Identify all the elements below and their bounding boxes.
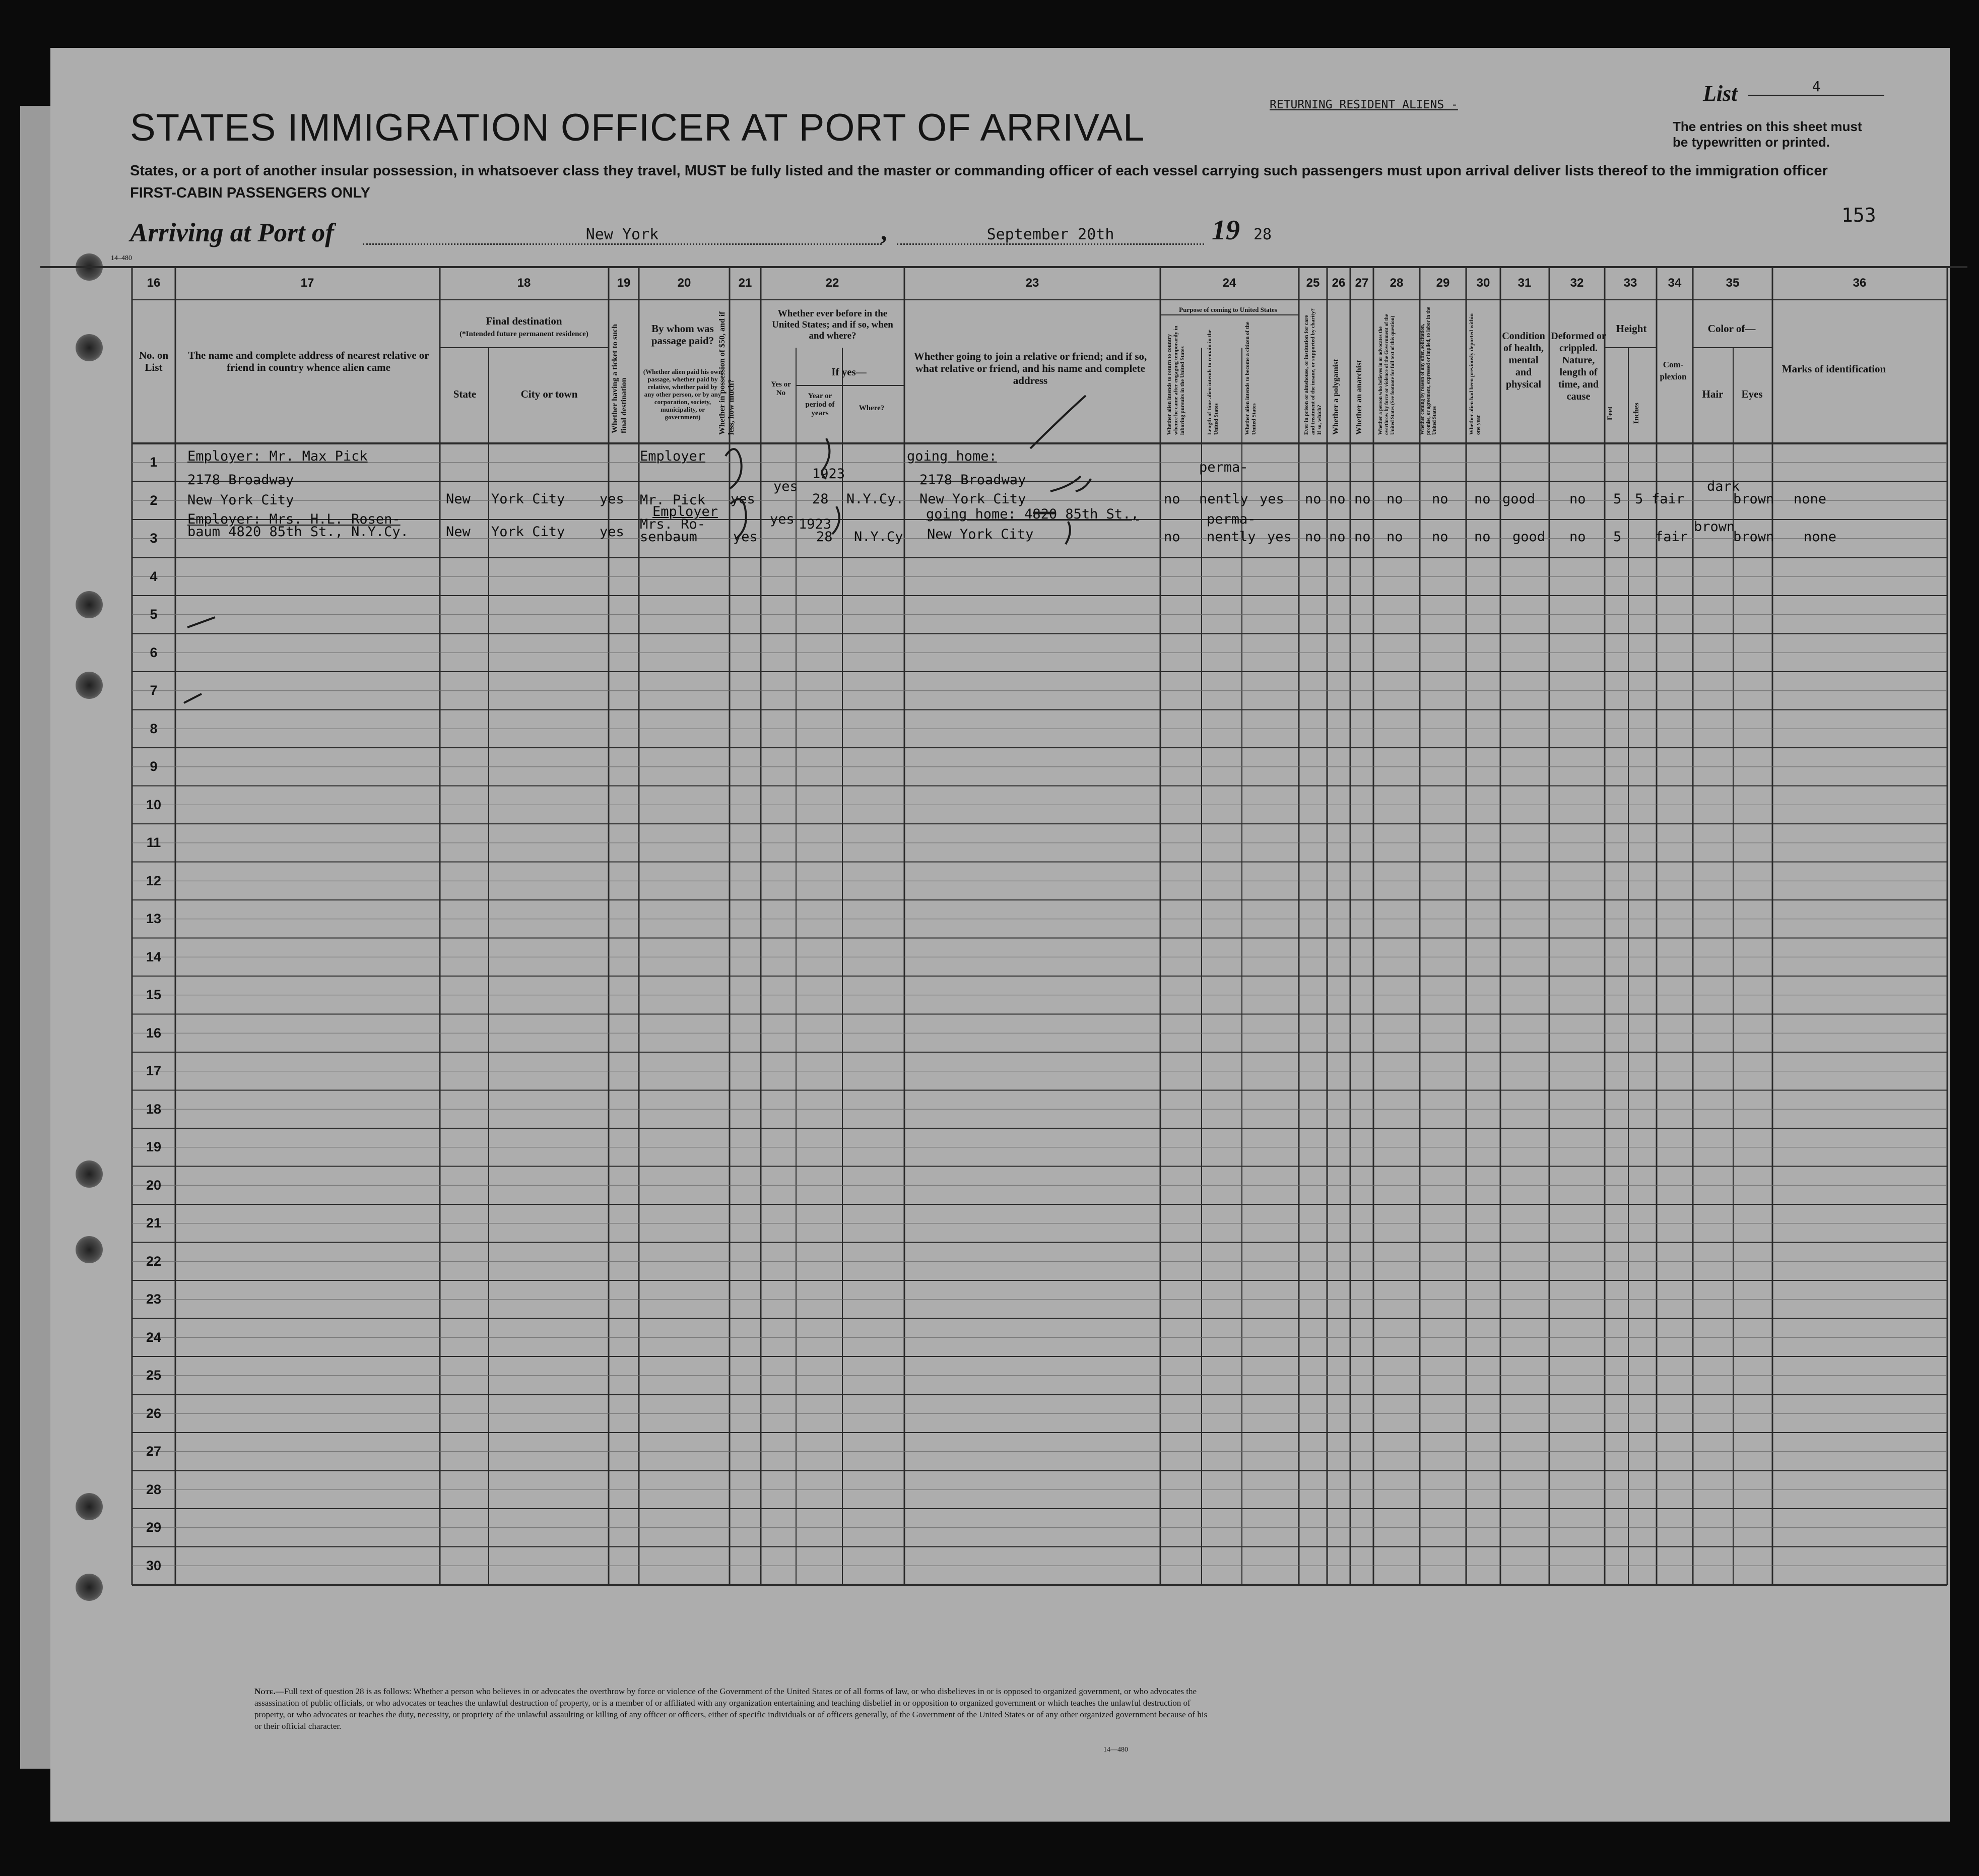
row-number: 24 <box>146 1329 162 1345</box>
page-title: STATES IMMIGRATION OFFICER AT PORT OF ARRIVAL <box>130 106 1145 149</box>
header-height: Height <box>1616 322 1647 335</box>
row2-before-yes: yes <box>770 511 795 527</box>
row-number: 16 <box>146 1025 162 1041</box>
column-number: 34 <box>1668 276 1682 290</box>
header-health: Condition of health, mental and physical <box>1502 331 1545 390</box>
header-marks-identification: Marks of identification <box>1782 363 1886 375</box>
header-purpose: Purpose of coming to United States <box>1179 306 1277 313</box>
header-color-of: Color of— <box>1707 322 1756 335</box>
footnote <box>254 1686 1212 1732</box>
row1-citizen: yes <box>1260 491 1284 507</box>
row-number: 7 <box>150 683 158 698</box>
row2-city: York City <box>491 524 565 540</box>
typewritten-note-line1: The entries on this sheet must <box>1673 119 1862 134</box>
row2-anarchist: no <box>1354 529 1371 545</box>
row-number: 8 <box>150 721 158 736</box>
row1-deported: no <box>1474 491 1491 507</box>
row2-before-year2: 28 <box>816 529 833 545</box>
row1-relative-line1: Employer: Mr. Max Pick <box>187 448 368 464</box>
row1-feet: 5 <box>1613 491 1622 507</box>
row2-relative-line1: Employer: Mrs. H.L. Rosen- <box>187 511 401 527</box>
row-number: 5 <box>150 607 158 622</box>
row1-inches: 5 <box>1635 491 1643 507</box>
row1-hair: dark <box>1707 479 1740 494</box>
row1-complexion: fair <box>1652 491 1685 507</box>
arrival-date: September 20th <box>897 226 1204 245</box>
row2-ticket: yes <box>600 524 624 540</box>
header-overthrow: Whether a person who believes in or advocates the overthrow by force or violence of the Government of the United States (See footnote for full text of this question) <box>1378 314 1396 435</box>
footnote-text: —Full text of question 28 is as follows: Whether a person who believes in or advocates the overthrow by force or violence of the Government of the United States or of all forms of law, or who disbelieves in or is opposed to organized government, or who advocates the assassination of public officials, or who advocates or teaches the unlawful destruction of property, or is a member of or affiliated with any organization entertaining and teaching disbelief in or opposition to organized government or which teaches the unlawful destruction of property, or who advocates or teaches the duty, necessity, or propriety of the unlawful assaulting or killing of any officer or officers, either of specific individuals or of officers generally, of the Government of the United States or of any other organized government because of his or their official character. <box>254 1687 1208 1731</box>
row1-marks: none <box>1794 491 1827 507</box>
header-if-yes: If yes— <box>831 366 867 378</box>
row-number: 10 <box>146 797 162 812</box>
row-number: 22 <box>146 1253 162 1269</box>
row-number: 3 <box>150 531 158 546</box>
row2-length-line2: nently <box>1207 529 1256 545</box>
row-number: 19 <box>146 1139 162 1154</box>
instructions: States, or a port of another insular possession, in whatsoever class they travel, MUST be fully listed and the master or commanding officer of each vessel carrying such passengers must upon arrival deliver lists thereof to the immigration officer <box>130 163 1828 179</box>
row2-prison: no <box>1305 529 1322 545</box>
row1-offer: no <box>1432 491 1448 507</box>
page-number: 153 <box>1841 204 1876 226</box>
row2-join-line1: going home: 4820 85th St., <box>926 506 1139 522</box>
column-number: 16 <box>147 276 161 290</box>
comma: , <box>881 217 887 245</box>
arriving-label: Arriving at Port of <box>130 218 334 247</box>
row1-health: good <box>1502 491 1536 507</box>
row1-before-where: N.Y.Cy. <box>846 491 904 507</box>
row2-fifty-dollars: yes <box>733 529 758 545</box>
header-passage-paid: By whom was passage paid? <box>651 322 714 347</box>
header-offer-labor: Whether coming by reason of any offer, solicitation, promise, or agreement, expressed or implied, to labor in the United States <box>1420 307 1437 435</box>
header-ever-before: Whether ever before in the United States; and if so, when and where? <box>772 308 893 341</box>
row2-overthrow: no <box>1387 529 1403 545</box>
cabin-class: FIRST-CABIN PASSENGERS ONLY <box>130 185 370 201</box>
header-no-on-list: No. on List <box>139 349 169 373</box>
row2-paid-line1: Employer <box>652 504 718 520</box>
returning-resident-stamp: RETURNING RESIDENT ALIENS - <box>1270 98 1458 111</box>
row1-paid-line1: Employer <box>640 448 706 464</box>
row-number: 29 <box>146 1520 162 1535</box>
column-number: 35 <box>1726 276 1740 290</box>
row-number: 14 <box>146 949 162 964</box>
row-number: 26 <box>146 1405 162 1421</box>
row-number: 20 <box>146 1177 162 1193</box>
header-nearest-relative: The name and complete address of nearest relative or friend in country whence alien came <box>188 349 429 373</box>
header-purpose-citizen: Whether alien intends to become a citizen of the United States <box>1244 321 1257 435</box>
row2-marks: none <box>1804 529 1837 545</box>
row1-return-temp: no <box>1164 491 1180 507</box>
row-number: 28 <box>146 1481 162 1497</box>
header-passage-paid-note: (Whether alien paid his own passage, whether paid by relative, whether paid by any other person, or by any corporation, society, municipality, or government) <box>643 368 722 421</box>
row-number: 27 <box>146 1444 162 1459</box>
row2-before-year1: 1923 <box>799 516 832 532</box>
column-number: 17 <box>300 276 314 290</box>
row-number: 15 <box>146 987 162 1002</box>
row1-paid-line2: Mr. Pick <box>640 492 706 508</box>
header-purpose-return: Whether alien intends to return to country whence he came after engaging temporarily in laboring pursuits in the United States <box>1166 326 1185 435</box>
column-number: 36 <box>1853 276 1867 290</box>
row1-relative-line3: New York City <box>187 492 294 508</box>
row1-relative-line2: 2178 Broadway <box>187 472 294 488</box>
header-final-destination-note: (*Intended future permanent residence) <box>459 330 588 338</box>
row2-before-where: N.Y.Cy <box>854 529 903 545</box>
column-number: 20 <box>677 276 691 290</box>
row2-citizen: yes <box>1267 529 1292 545</box>
row1-ticket: yes <box>600 491 624 507</box>
row1-city: York City <box>491 491 565 507</box>
header-purpose-length: Length of time alien intends to remain in the United States <box>1207 330 1219 435</box>
row-number: 25 <box>146 1368 162 1383</box>
row-number: 12 <box>146 873 162 888</box>
row-number: 1 <box>150 455 158 470</box>
header-deported: Whether alien had been previously deported within one year <box>1469 313 1481 435</box>
header-deformed: Deformed or crippled. Nature, length of time, and cause <box>1551 331 1606 402</box>
column-number: 21 <box>738 276 752 290</box>
row-number: 2 <box>150 492 158 508</box>
column-number: 24 <box>1222 276 1236 290</box>
row2-join-line2: New York City <box>927 527 1034 542</box>
row2-deported: no <box>1474 529 1491 545</box>
port-of-arrival: New York <box>363 226 882 245</box>
row1-fifty-dollars: yes <box>731 491 755 507</box>
year-prefix: 19 <box>1212 215 1240 246</box>
column-number: 26 <box>1332 276 1346 290</box>
column-number: 19 <box>617 276 631 290</box>
row-number: 9 <box>150 759 158 774</box>
row1-join-line1: going home: <box>907 448 997 464</box>
row-number: 30 <box>146 1558 162 1573</box>
row1-length-line1: perma- <box>1199 460 1248 475</box>
row2-polygamist: no <box>1329 529 1346 545</box>
header-feet: Feet <box>1606 406 1614 420</box>
header-final-destination: Final destination <box>486 315 562 327</box>
row-number: 4 <box>150 568 158 584</box>
row2-paid-line2: Mrs. Ro- <box>640 516 706 532</box>
row-number: 18 <box>146 1101 162 1117</box>
row2-deformed: no <box>1569 529 1586 545</box>
typewritten-note-line2: be typewritten or printed. <box>1673 135 1830 150</box>
row1-before-yes: yes <box>773 479 798 494</box>
row2-eyes: brown <box>1733 529 1774 545</box>
column-number: 29 <box>1436 276 1450 290</box>
row2-state: New <box>446 524 471 540</box>
header-polygamist: Whether a polygamist <box>1332 359 1340 435</box>
row1-overthrow: no <box>1387 491 1403 507</box>
row1-prison: no <box>1305 491 1322 507</box>
row2-offer: no <box>1432 529 1448 545</box>
row-number: 6 <box>150 644 158 660</box>
header-prison: Ever in prison or almshouse, or institution for care and treatment of the insane, or supported by charity? If so, which? <box>1303 308 1323 435</box>
row1-join-line2: 2178 Broadway <box>919 472 1026 488</box>
row2-hair: brown <box>1694 519 1735 535</box>
row1-before-year2: 28 <box>812 491 829 507</box>
header-where: Where? <box>859 404 885 412</box>
header-ticket: Whether having a ticket to such final destination <box>611 324 628 433</box>
header-state: State <box>453 388 477 400</box>
row2-paid-line3: senbaum <box>640 529 697 545</box>
column-number: 18 <box>517 276 531 290</box>
row-number: 11 <box>146 835 161 850</box>
footnote-label: Note. <box>254 1687 276 1696</box>
header-anarchist: Whether an anarchist <box>1355 360 1363 435</box>
footnote-form-code: 14—480 <box>1103 1746 1128 1754</box>
row1-before-year1: 1923 <box>812 466 845 482</box>
form-code: 14–480 <box>111 254 132 262</box>
row1-anarchist: no <box>1354 491 1371 507</box>
row2-complexion: fair <box>1655 529 1688 545</box>
column-number: 23 <box>1025 276 1039 290</box>
row1-deformed: no <box>1569 491 1586 507</box>
row-number: 13 <box>146 911 162 926</box>
header-join-relative: Whether going to join a relative or friend; and if so, what relative or friend, and his name and complete address <box>913 350 1147 386</box>
row-number: 21 <box>146 1215 162 1231</box>
column-number: 30 <box>1476 276 1490 290</box>
list-label: List <box>1703 81 1738 106</box>
header-year-or-period: Year or period of years <box>805 392 835 417</box>
header-ever-before-yes-no: Yes or No <box>771 380 791 397</box>
header-fifty-dollars: Whether in possession of $50, and if less, how much? <box>718 311 736 435</box>
column-number: 31 <box>1518 276 1532 290</box>
row2-health: good <box>1512 529 1546 545</box>
row2-return-temp: no <box>1164 529 1180 545</box>
row1-join-line3: New York City <box>919 491 1026 507</box>
column-number: 27 <box>1355 276 1369 290</box>
header-hair: Hair <box>1702 388 1724 400</box>
header-eyes: Eyes <box>1741 388 1763 400</box>
row1-length-line2: nently <box>1199 491 1248 507</box>
year-suffix: 28 <box>1254 226 1272 243</box>
header-complexion: Com- plexion <box>1660 360 1687 381</box>
column-number: 32 <box>1570 276 1584 290</box>
list-number: 4 <box>1748 78 1884 96</box>
row-number: 17 <box>146 1063 162 1078</box>
row2-relative-line2: baum 4820 85th St., N.Y.Cy. <box>187 524 409 540</box>
column-number: 28 <box>1390 276 1404 290</box>
row-number: 23 <box>146 1291 162 1307</box>
row1-eyes: brown <box>1733 491 1774 507</box>
row2-length-line1: perma- <box>1207 511 1256 527</box>
row1-state: New <box>446 491 471 507</box>
column-number: 22 <box>825 276 839 290</box>
row2-feet: 5 <box>1613 529 1622 545</box>
header-city-or-town: City or town <box>520 388 578 400</box>
column-number: 25 <box>1306 276 1320 290</box>
column-number: 33 <box>1623 276 1637 290</box>
header-inches: Inches <box>1632 403 1640 424</box>
row1-polygamist: no <box>1329 491 1346 507</box>
